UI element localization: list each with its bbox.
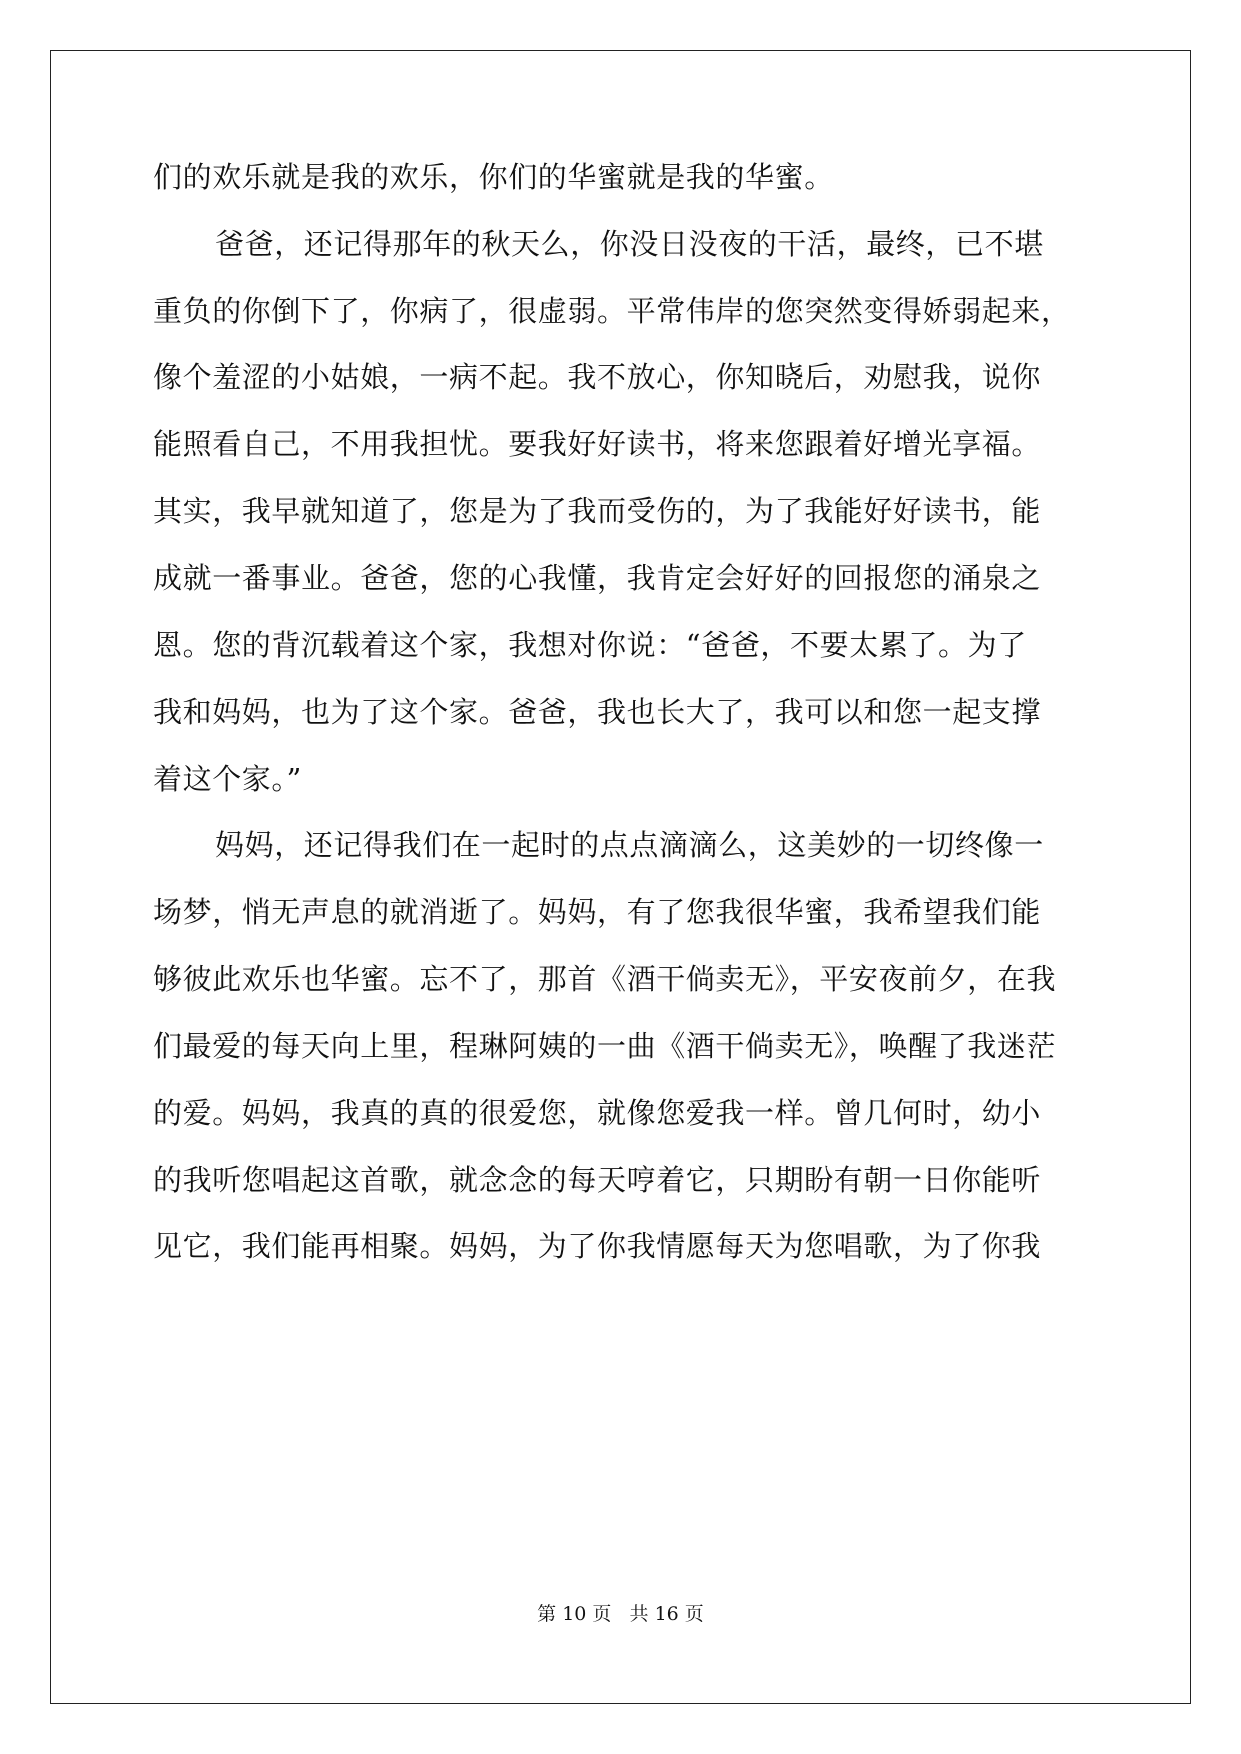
- paragraph-line: 们最爱的每天向上里，程琳阿姨的一曲《酒干倘卖无》，唤醒了我迷茫: [153, 1029, 1057, 1063]
- paragraph-line: 重负的你倒下了，你病了，很虚弱。平常伟岸的您突然变得娇弱起来，: [153, 294, 1071, 328]
- paragraph-line: 能照看自己，不用我担忧。要我好好读书，将来您跟着好增光享福。: [153, 427, 1042, 461]
- paragraph-line: 场梦，悄无声息的就消逝了。妈妈，有了您我很华蜜，我希望我们能: [153, 895, 1042, 929]
- paragraph-line: 的我听您唱起这首歌，就念念的每天哼着它，只期盼有朝一日你能听: [153, 1163, 1042, 1197]
- paragraph-line: 够彼此欢乐也华蜜。忘不了，那首《酒干倘卖无》，平安夜前夕，在我: [153, 962, 1057, 996]
- paragraph-line: 见它，我们能再相聚。妈妈，为了你我情愿每天为您唱歌，为了你我: [153, 1229, 1042, 1263]
- paragraph-line: 成就一番事业。爸爸，您的心我懂，我肯定会好好的回报您的涌泉之: [153, 561, 1042, 595]
- paragraph-line: 恩。您的背沉载着这个家，我想对你说：“爸爸，不要太累了。为了: [153, 628, 1027, 662]
- page-number-footer: 第 10 页 共 16 页: [537, 1603, 704, 1625]
- paragraph-line: 妈妈，还记得我们在一起时的点点滴滴么，这美妙的一切终像一: [215, 828, 1044, 862]
- paragraph-line: 其实，我早就知道了，您是为了我而受伤的，为了我能好好读书，能: [153, 494, 1042, 528]
- paragraph-line: 们的欢乐就是我的欢乐，你们的华蜜就是我的华蜜。: [153, 160, 834, 194]
- paragraph-line: 的爱。妈妈，我真的真的很爱您，就像您爱我一样。曾几何时，幼小: [153, 1096, 1042, 1130]
- paragraph-line: 着这个家。”: [153, 762, 302, 796]
- paragraph-line: 爸爸，还记得那年的秋天么，你没日没夜的干活，最终，已不堪: [215, 227, 1044, 261]
- paragraph-line: 我和妈妈，也为了这个家。爸爸，我也长大了，我可以和您一起支撑: [153, 695, 1042, 729]
- paragraph-line: 像个羞涩的小姑娘，一病不起。我不放心，你知晓后，劝慰我，说你: [153, 360, 1042, 394]
